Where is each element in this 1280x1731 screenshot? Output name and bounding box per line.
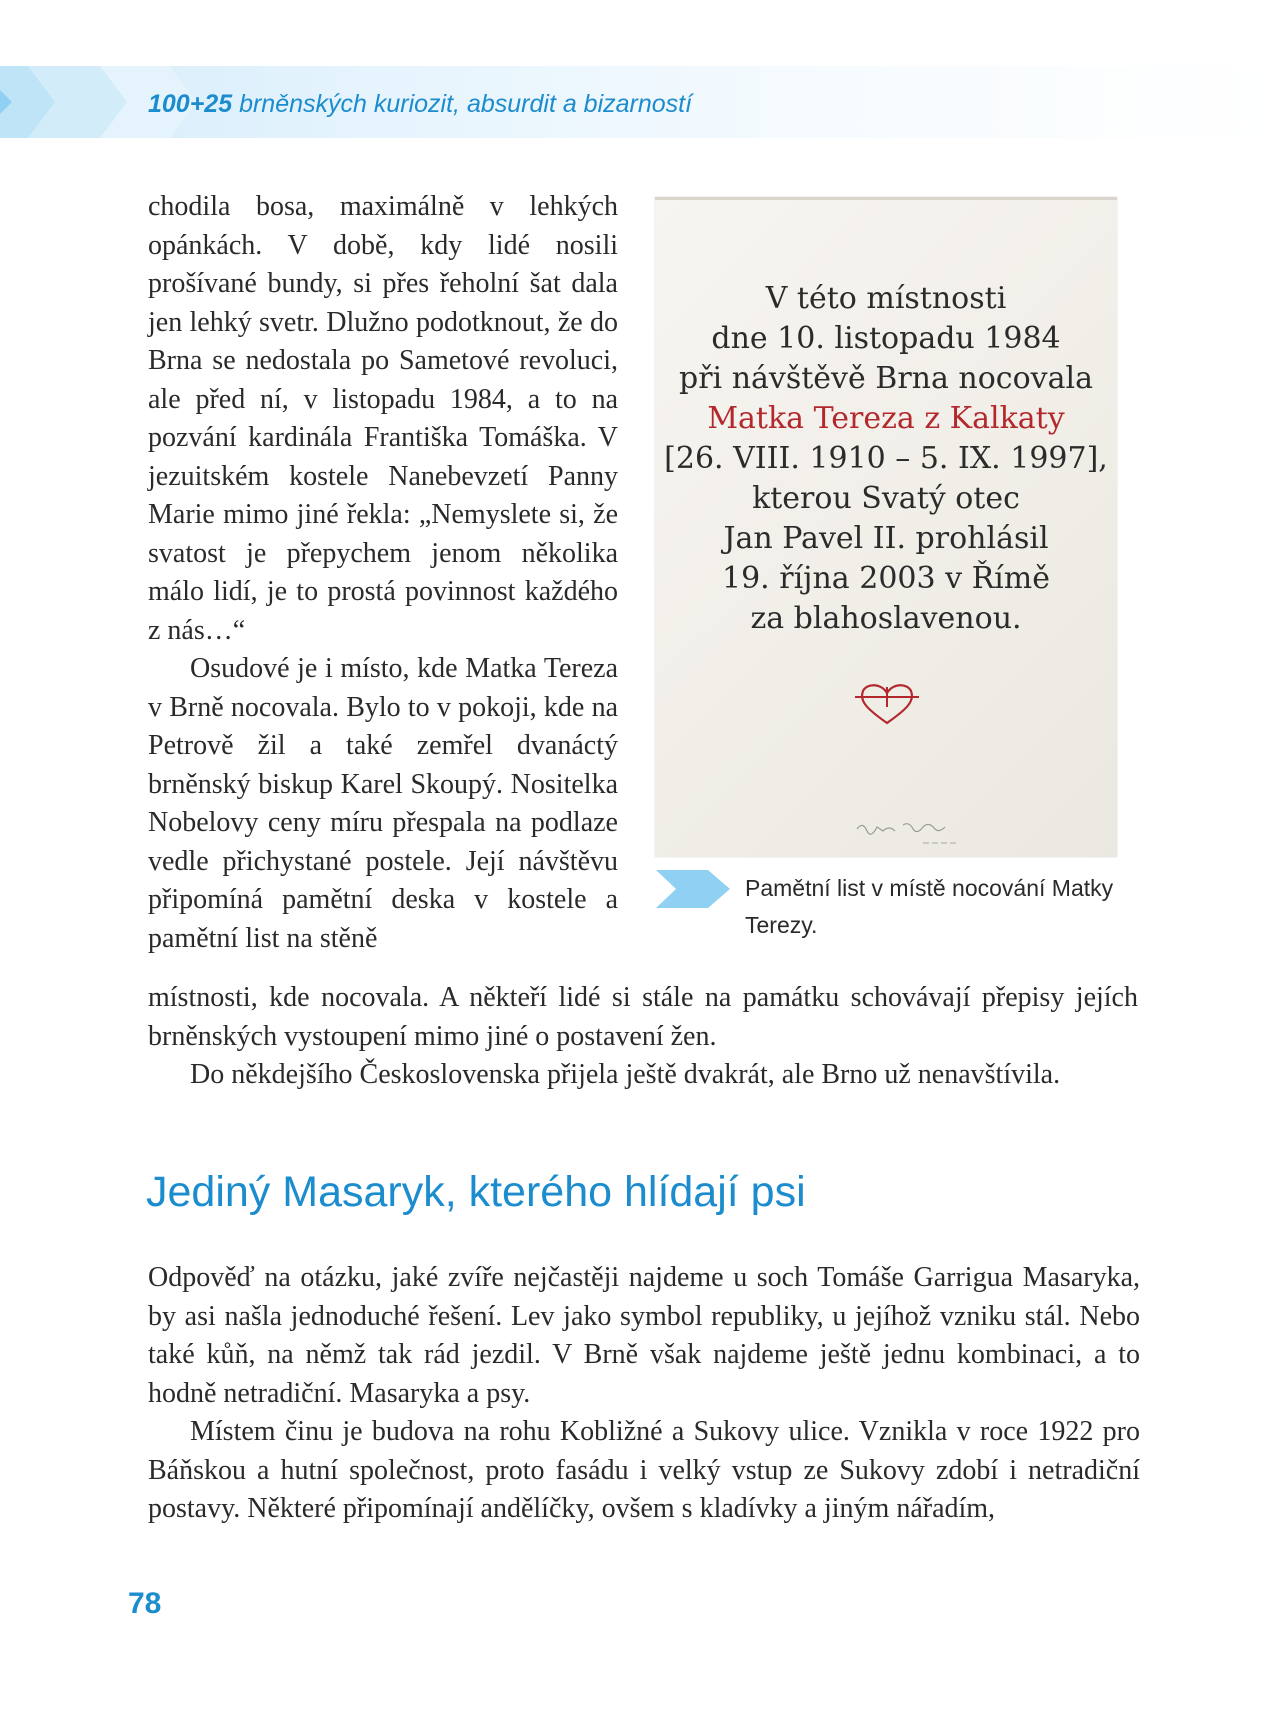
paragraph: chodila bosa, maximálně v lehkých opánkách. V době, kdy lidé nosili prošívané bundy, si přes řeholní šat dala jen lehký svetr. Dlužno podotknout, že do Brna se nedostala po Sametové revoluci, ale před ní, v listopadu 1984, a to na pozvání kardinála Františka Tomáška. V jezuitském kostele Nanebevzetí Panny Marie mimo jiné řekla: „Nemyslete si, že svatost je přepychem jenom několika málo lidí, je to prostá povinnost každého z nás…“ bbox=[148, 191, 618, 646]
card-line: 19. října 2003 v Římě bbox=[722, 561, 1050, 596]
paragraph: Do někdejšího Československa přijela ještě dvakrát, ale Brno už nenavštívila. bbox=[190, 1059, 1061, 1090]
memorial-card-photo bbox=[655, 197, 1117, 857]
card-line: za blahoslavenou. bbox=[750, 601, 1022, 636]
running-header-title bbox=[148, 90, 692, 119]
card-line: kterou Svatý otec bbox=[752, 481, 1020, 516]
section-text bbox=[148, 1259, 1140, 1529]
photo-caption: Pamětní list v místě nocování Matky Terezy. bbox=[745, 875, 1114, 938]
section-heading: Jediný Masaryk, kterého hlídají psi bbox=[146, 1168, 806, 1216]
header-title-text: brněnských kuriozit, absurdit a bizarností bbox=[239, 90, 693, 118]
signature-icon bbox=[853, 815, 973, 849]
header-title-number: 100+25 bbox=[148, 90, 233, 118]
heart-cross-icon bbox=[855, 679, 919, 729]
page-number: 78 bbox=[128, 1587, 162, 1620]
caption-arrow-icon bbox=[656, 866, 736, 912]
paragraph: Odpověď na otázku, jaké zvíře nejčastěji najdeme u soch Tomáše Garrigua Masaryka, by asi našla jednoduché řešení. Lev jako symbol republiky, u jejíhož vzniku stál. Nebo také kůň, na němž tak rád jezdil. V Brně však najdeme ještě jednu kombinaci, a to hodně netradiční. Masaryka a psy. bbox=[148, 1262, 1140, 1409]
card-line: dne 10. listopadu 1984 bbox=[711, 321, 1061, 356]
card-line: při návštěvě Brna nocovala bbox=[679, 361, 1093, 396]
card-line: V této místnosti bbox=[765, 281, 1007, 316]
card-line: [26. VIII. 1910 – 5. IX. 1997], bbox=[664, 441, 1108, 476]
card-line: Jan Pavel II. prohlásil bbox=[723, 521, 1049, 556]
paragraph: Místem činu je budova na rohu Kobližné a Sukovy ulice. Vznikla v roce 1922 pro Báňskou a hutní společnost, proto fasádu i velký vstup ze Sukovy zdobí i netradiční postavy. Některé připomínají andělíčky, ovšem s kladívky a jiným nářadím, bbox=[148, 1416, 1140, 1524]
card-line-highlight: Matka Tereza z Kalkaty bbox=[707, 401, 1065, 436]
left-column-text bbox=[148, 188, 618, 958]
memorial-card-text bbox=[655, 279, 1117, 639]
paragraph: Osudové je i místo, kde Matka Tereza v Brně nocovala. Bylo to v pokoji, kde na Petrově žil a také zemřel dvanáctý brněnský biskup Karel Skoupý. Nositelka Nobelovy ceny míru přespala na podlaze vedle přichystané postele. Její návštěvu připomíná pamětní deska v kostele a pamětní list na stěně bbox=[148, 653, 618, 954]
full-width-text bbox=[148, 979, 1138, 1095]
running-header bbox=[0, 60, 1280, 140]
paragraph: místnosti, kde nocovala. A někteří lidé si stále na památku schovávají přepisy jejích brněnských vystoupení mimo jiné o postavení žen. bbox=[148, 982, 1138, 1052]
